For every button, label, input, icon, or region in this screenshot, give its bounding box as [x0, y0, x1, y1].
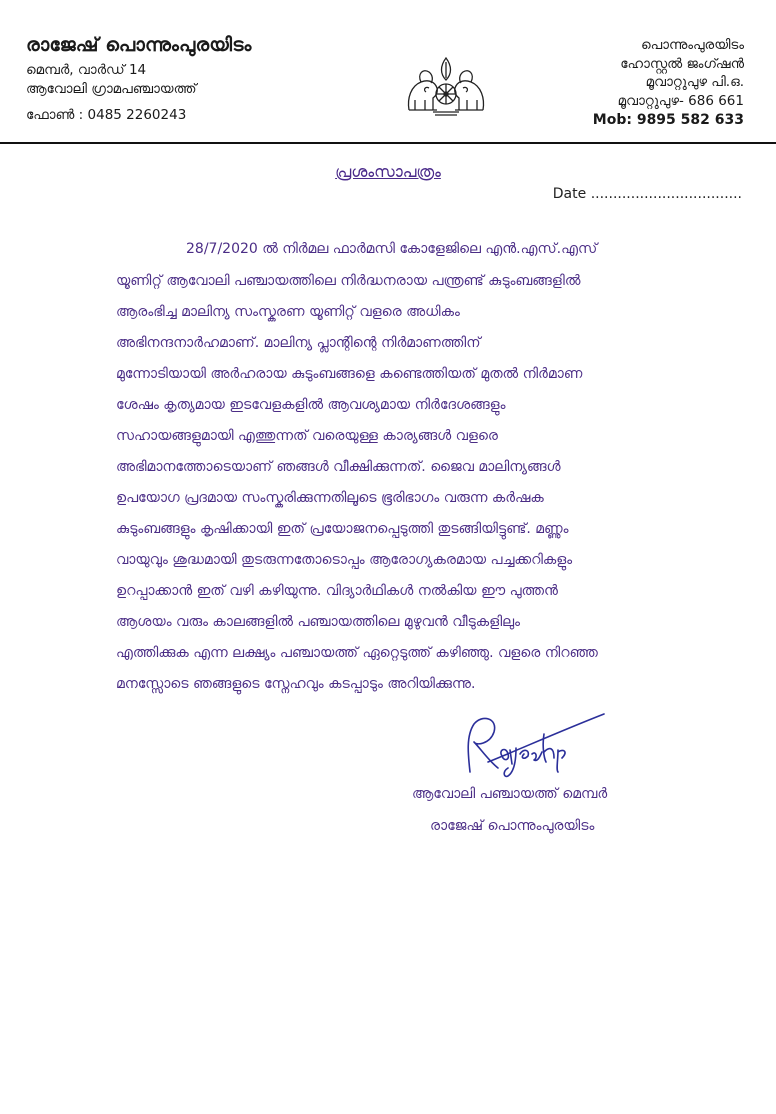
- signatory-role: ആവോലി പഞ്ചായത്ത് മെമ്പർ: [412, 786, 608, 802]
- sender-panchayat: ആവോലി ഗ്രാമപഞ്ചായത്ത്: [26, 81, 197, 97]
- body-line: ആശയം വരും കാലങ്ങളിൽ പഞ്ചായത്തിലെ മുഴുവൻ വീടുകളിലും: [116, 614, 521, 630]
- letterhead-right: [524, 36, 744, 128]
- body-line: ഉപയോഗ പ്രദമായ സംസ്കരിക്കുന്നതിലൂടെ ഭൂരിഭാഗം വരുന്ന കർഷക: [116, 490, 544, 506]
- body-line: അഭിനന്ദനാർഹമാണ്. മാലിന്യ പ്ലാന്റിന്റെ നിർമാണത്തിന്: [116, 335, 481, 351]
- sender-name: രാജേഷ് പൊന്നുംപുരയിടം: [26, 34, 252, 56]
- body-line: മുന്നോടിയായി അർഹരായ കുടുംബങ്ങളെ കണ്ടെത്തിയത് മുതൽ നിർമാണ: [116, 366, 583, 382]
- body-line: സഹായങ്ങളുമായി എത്തുന്നത് വരെയുള്ള കാര്യങ്ങൾ വളരെ: [116, 428, 498, 444]
- body-line: 28/7/2020 ൽ നിർമല ഫാർമസി കോളേജിലെ എൻ.എസ്.എസ്: [186, 241, 598, 257]
- address-line: മൂവാറ്റുപുഴ- 686 661: [617, 92, 744, 109]
- mobile-number: Mob: 9895 582 633: [592, 112, 744, 128]
- letterhead-left: [26, 34, 356, 123]
- body-line: കുടുംബങ്ങളും കൃഷിക്കായി ഇത് പ്രയോജനപ്പെടുത്തി തുടങ്ങിയിട്ടുണ്ട്. മണ്ണും: [116, 521, 569, 537]
- body-line: മനസ്സോടെ ഞങ്ങളുടെ സ്നേഹവും കടപ്പാടും അറിയിക്കുന്നു.: [116, 676, 476, 692]
- body-line: ശേഷം കൃത്യമായ ഇടവേളകളിൽ ആവശ്യമായ നിർദേശങ്ങളും: [116, 397, 506, 413]
- sender-designation: മെമ്പർ, വാർഡ് 14: [26, 62, 147, 78]
- body-line: യൂണിറ്റ് ആവോലി പഞ്ചായത്തിലെ നിർദ്ധനരായ പന്ത്രണ്ട് കുടുംബങ്ങളിൽ: [116, 273, 581, 289]
- body-line: ആരംഭിച്ച മാലിന്യ സംസ്കരണ യൂണിറ്റ് വളരെ അധികം: [116, 304, 460, 320]
- body-line: ഉറപ്പാക്കാൻ ഇത് വഴി കഴിയുന്നു. വിദ്യാർഥികൾ നൽകിയ ഈ പുത്തൻ: [116, 583, 558, 599]
- document-title: പ്രശംസാപത്രം: [335, 162, 441, 181]
- state-emblem-icon: [403, 52, 489, 120]
- body-line: എത്തിക്കുക എന്ന ലക്ഷ്യം പഞ്ചായത്ത് ഏറ്റെടുത്ത് കഴിഞ്ഞു. വളരെ നിറഞ്ഞ: [116, 645, 598, 661]
- date-field: Date ..................................: [552, 186, 742, 202]
- sender-phone: ഫോൺ : 0485 2260243: [26, 107, 187, 123]
- address-line: മൂവാറ്റുപുഴ പി.ഒ.: [645, 74, 744, 90]
- handwritten-signature: [458, 710, 608, 780]
- header-divider: [0, 142, 776, 144]
- body-line: അഭിമാനത്തോടെയാണ് ഞങ്ങൾ വീക്ഷിക്കുന്നത്. ജൈവ മാലിന്യങ്ങൾ: [116, 459, 561, 475]
- address-line: പൊന്നുംപുരയിടം: [640, 37, 744, 53]
- signatory-name: രാജേഷ് പൊന്നുംപുരയിടം: [430, 818, 595, 834]
- body-line: വായുവും ശുദ്ധമായി തുടരുന്നതോടൊപ്പം ആരോഗ്യകരമായ പച്ചക്കറികളും: [116, 552, 573, 568]
- address-line: ഹോസ്റ്റൽ ജംഗ്ഷൻ: [620, 55, 744, 72]
